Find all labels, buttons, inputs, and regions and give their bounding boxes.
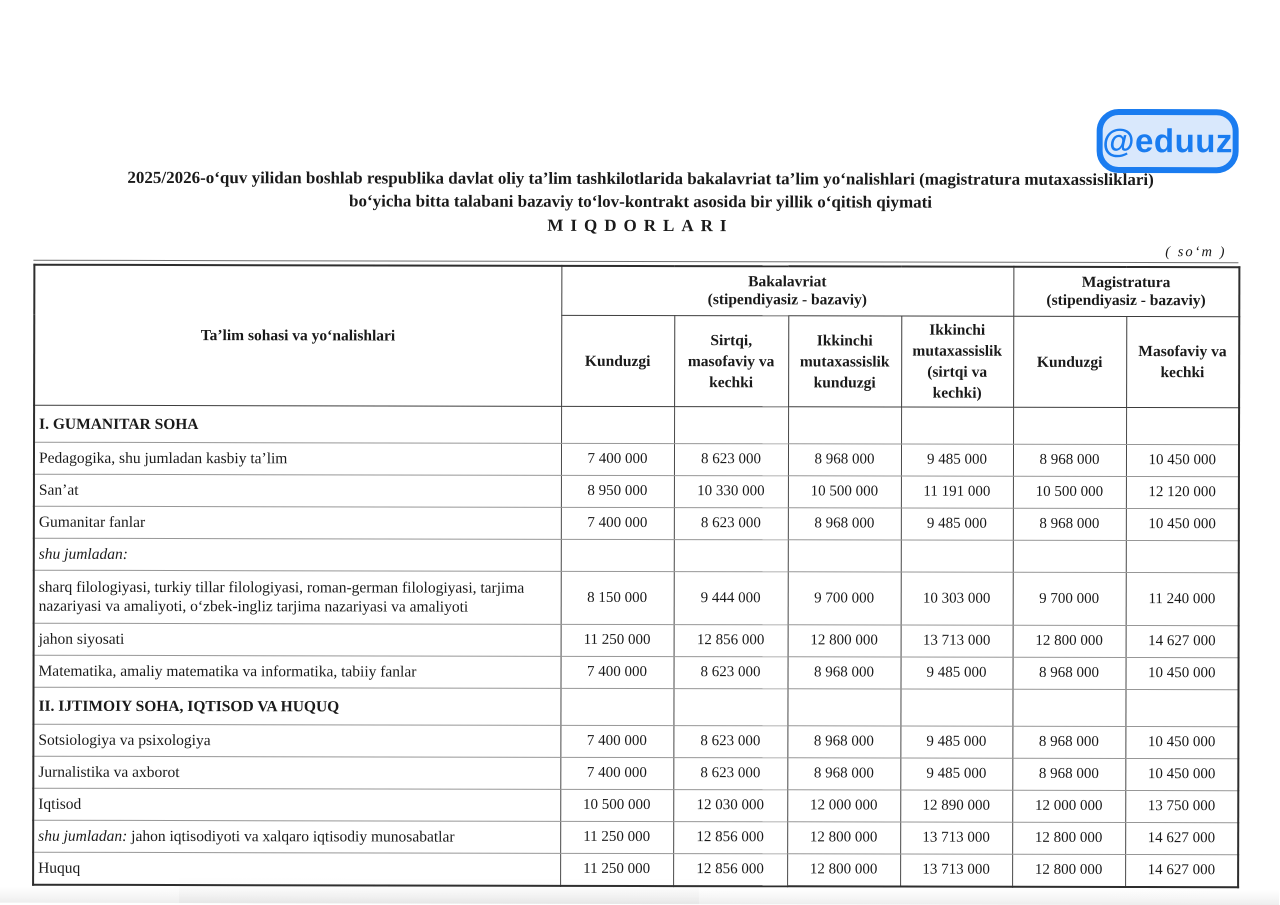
row-value: 12 856 000: [673, 854, 787, 887]
group-bakalavriat-line2: (stipendiyasiz - bazaviy): [707, 291, 867, 309]
row-label-text: Pedagogika, shu jumladan kasbiy ta’lim: [38, 449, 288, 468]
row-label: [34, 623, 561, 656]
row-value: 11 250 000: [561, 624, 674, 656]
row-label: [34, 474, 561, 507]
row-value: 7 400 000: [561, 443, 674, 475]
group-magistratura-line1: Magistratura: [1081, 273, 1171, 292]
row-value: 13 713 000: [901, 625, 1013, 657]
row-value: 8 150 000: [561, 571, 674, 624]
row-value: [561, 406, 674, 443]
row-value: 8 623 000: [674, 657, 788, 689]
row-label: [34, 442, 561, 475]
row-value: 8 623 000: [674, 444, 788, 476]
row-label: [34, 570, 561, 624]
row-label: [33, 820, 560, 853]
row-value: [1125, 690, 1238, 727]
eduuz-badge-label: @eduuz: [1102, 121, 1233, 160]
eduuz-watermark-badge: [1097, 109, 1239, 173]
row-value: 9 485 000: [901, 508, 1013, 540]
row-label: [33, 788, 560, 821]
row-value: 7 400 000: [560, 725, 673, 757]
table-row: [34, 538, 1239, 573]
row-value: 9 444 000: [674, 572, 788, 625]
table-body: [33, 405, 1239, 887]
currency-note: ( so‘m ): [33, 242, 1238, 264]
row-value: 9 700 000: [1013, 572, 1126, 625]
row-value: 8 968 000: [788, 508, 901, 540]
row-value: 12 000 000: [1012, 790, 1125, 822]
title-line-3: MIQDORLARI: [547, 215, 734, 236]
row-value: 10 500 000: [788, 476, 901, 508]
row-label-text: Iqtisod: [38, 795, 82, 813]
column-header-ikkinchi-sirtqi: Ikkinchi mutaxassislik (sirtqi va kechki): [901, 316, 1013, 407]
row-value: 10 450 000: [1125, 727, 1238, 759]
table-row: [33, 820, 1238, 855]
row-value: [1013, 407, 1126, 444]
row-value: 12 890 000: [900, 790, 1012, 822]
row-value: 14 627 000: [1125, 823, 1238, 855]
table-row: [33, 756, 1238, 791]
group-header-magistratura: [1013, 267, 1239, 317]
row-value: 8 968 000: [788, 444, 901, 476]
row-label-text: sharq filologiyasi, turkiy tillar filologiyasi, roman-german filologiyasi, tarjima nazariyasi va amaliyoti, o‘zbek-ingliz tarjima nazariyasi va amaliyoti: [38, 578, 525, 616]
row-value: [674, 407, 788, 444]
row-value: 9 700 000: [788, 572, 901, 625]
column-header-study-fields: Ta’lim sohasi va yo‘nalishlari: [34, 265, 561, 407]
table-row: [33, 687, 1238, 727]
row-value: [673, 689, 787, 726]
row-value: 8 968 000: [1012, 758, 1125, 790]
row-value: 11 191 000: [901, 476, 1013, 508]
row-value: 12 800 000: [787, 854, 900, 887]
row-value: 12 120 000: [1126, 477, 1239, 509]
row-value: [1126, 408, 1239, 445]
table-row: [33, 788, 1238, 823]
table-row: [34, 442, 1239, 477]
row-value: 11 240 000: [1126, 573, 1239, 626]
row-value: [1126, 541, 1239, 573]
row-label-text: Gumanitar fanlar: [38, 513, 146, 531]
row-value: 8 623 000: [674, 508, 788, 540]
row-label-text: San’at: [38, 481, 79, 499]
row-value: 12 800 000: [1012, 854, 1125, 887]
row-value: 12 800 000: [787, 822, 900, 854]
column-header-kunduzgi-mag: Kunduzgi: [1013, 316, 1126, 407]
row-label-text: jahon iqtisodiyoti va xalqaro iqtisodiy munosabatlar: [127, 827, 455, 846]
row-value: 8 968 000: [1013, 657, 1126, 689]
row-value: 8 968 000: [787, 726, 900, 758]
row-value: 10 450 000: [1126, 509, 1239, 541]
row-value: [561, 539, 674, 571]
row-value: 14 627 000: [1125, 855, 1238, 888]
row-value: 9 485 000: [901, 657, 1013, 689]
row-value: [560, 688, 673, 725]
row-value: [674, 540, 788, 572]
row-value: 12 800 000: [1012, 822, 1125, 854]
row-value: 10 500 000: [1013, 476, 1126, 508]
row-value: [787, 689, 900, 726]
row-value: 8 623 000: [673, 758, 787, 790]
row-value: 10 330 000: [674, 476, 788, 508]
row-value: 8 968 000: [1013, 444, 1126, 476]
title-line-1: 2025/2026-o‘quv yilidan boshlab respublika davlat oliy ta’lim tashkilotlarida bakalavriat ta’lim yo‘nalishlari (magistratura mutaxassisliklari): [127, 167, 1154, 190]
row-value: 10 303 000: [901, 572, 1013, 625]
row-value: 9 485 000: [900, 758, 1012, 790]
row-value: 10 450 000: [1125, 759, 1238, 791]
row-label-text: jahon siyosati: [38, 630, 125, 648]
table-row: [33, 724, 1238, 759]
row-value: 10 450 000: [1126, 658, 1239, 690]
row-label-text: II. IJTIMOIY SOHA, IQTISOD VA HUQUQ: [38, 697, 340, 715]
tuition-table-container: [32, 242, 1238, 889]
row-value: 12 800 000: [788, 625, 901, 657]
table-row: [34, 655, 1239, 690]
row-value: 7 400 000: [561, 507, 674, 539]
row-label-text: I. GUMANITAR SOHA: [39, 415, 199, 433]
row-label-prefix: shu jumladan:: [38, 827, 128, 845]
row-value: [1013, 540, 1126, 572]
row-value: [901, 540, 1013, 572]
row-label: [33, 687, 560, 725]
table-row: [34, 474, 1239, 509]
table-row: [34, 623, 1239, 658]
group-magistratura-line2: (stipendiyasiz - bazaviy): [1046, 291, 1206, 310]
row-value: 8 968 000: [787, 758, 900, 790]
row-value: 12 856 000: [674, 625, 788, 657]
row-value: 13 713 000: [900, 822, 1012, 854]
row-value: 8 968 000: [1013, 508, 1126, 540]
row-value: 7 400 000: [561, 656, 674, 688]
row-label-text: Jurnalistika va axborot: [38, 763, 180, 782]
group-bakalavriat-line1: Bakalavriat: [748, 273, 827, 291]
row-label: [33, 756, 560, 789]
row-value: 9 485 000: [901, 444, 1013, 476]
row-value: 8 950 000: [561, 475, 674, 507]
document-title: [40, 166, 1240, 239]
row-label-text: Sotsiologiya va psixologiya: [38, 731, 211, 750]
row-value: 9 485 000: [900, 726, 1012, 758]
group-header-bakalavriat: [561, 266, 1013, 316]
row-label-text: shu jumladan:: [38, 545, 128, 563]
row-value: 13 750 000: [1125, 791, 1238, 823]
table-row: [34, 570, 1239, 626]
row-label-text: Matematika, amaliy matematika va informatika, tabiiy fanlar: [38, 662, 417, 681]
row-value: 14 627 000: [1126, 626, 1239, 658]
row-value: 13 713 000: [900, 854, 1012, 887]
row-label: [34, 538, 561, 571]
row-value: 11 250 000: [560, 853, 673, 886]
row-label-text: Huquq: [38, 859, 81, 877]
row-label: [33, 724, 560, 757]
row-value: 8 623 000: [673, 726, 787, 758]
table-row: [34, 405, 1239, 445]
row-value: 8 968 000: [1012, 726, 1125, 758]
row-value: [1012, 689, 1125, 726]
row-value: 7 400 000: [560, 757, 673, 789]
column-header-ikkinchi-kunduzgi: Ikkinchi mutaxassislik kunduzgi: [788, 316, 901, 407]
column-header-kunduzgi-bak: Kunduzgi: [561, 315, 674, 406]
row-value: [788, 540, 901, 572]
title-line-2: bo‘yicha bitta talabani bazaviy to‘lov-kontrakt asosida bir yillik o‘qitish qiymati: [349, 191, 933, 212]
row-value: 12 030 000: [673, 790, 787, 822]
row-value: 11 250 000: [560, 821, 673, 853]
row-value: [901, 407, 1013, 444]
row-value: 12 800 000: [1013, 625, 1126, 657]
tuition-table: [32, 264, 1240, 889]
row-value: 8 968 000: [788, 657, 901, 689]
row-value: [788, 407, 901, 444]
row-value: [900, 689, 1012, 726]
column-header-masofaviy: Masofaviy va kechki: [1126, 317, 1239, 408]
row-label: [34, 655, 561, 688]
table-row: [34, 506, 1239, 541]
header-group-row: [34, 265, 1239, 317]
scan-shadow-blob: [179, 877, 699, 904]
row-value: 12 000 000: [787, 790, 900, 822]
column-header-sirtqi: Sirtqi, masofaviy va kechki: [674, 316, 788, 407]
row-value: 10 450 000: [1126, 445, 1239, 477]
row-label: [34, 506, 561, 539]
row-value: 12 856 000: [673, 822, 787, 854]
row-label: [34, 405, 561, 443]
row-value: 10 500 000: [560, 789, 673, 821]
